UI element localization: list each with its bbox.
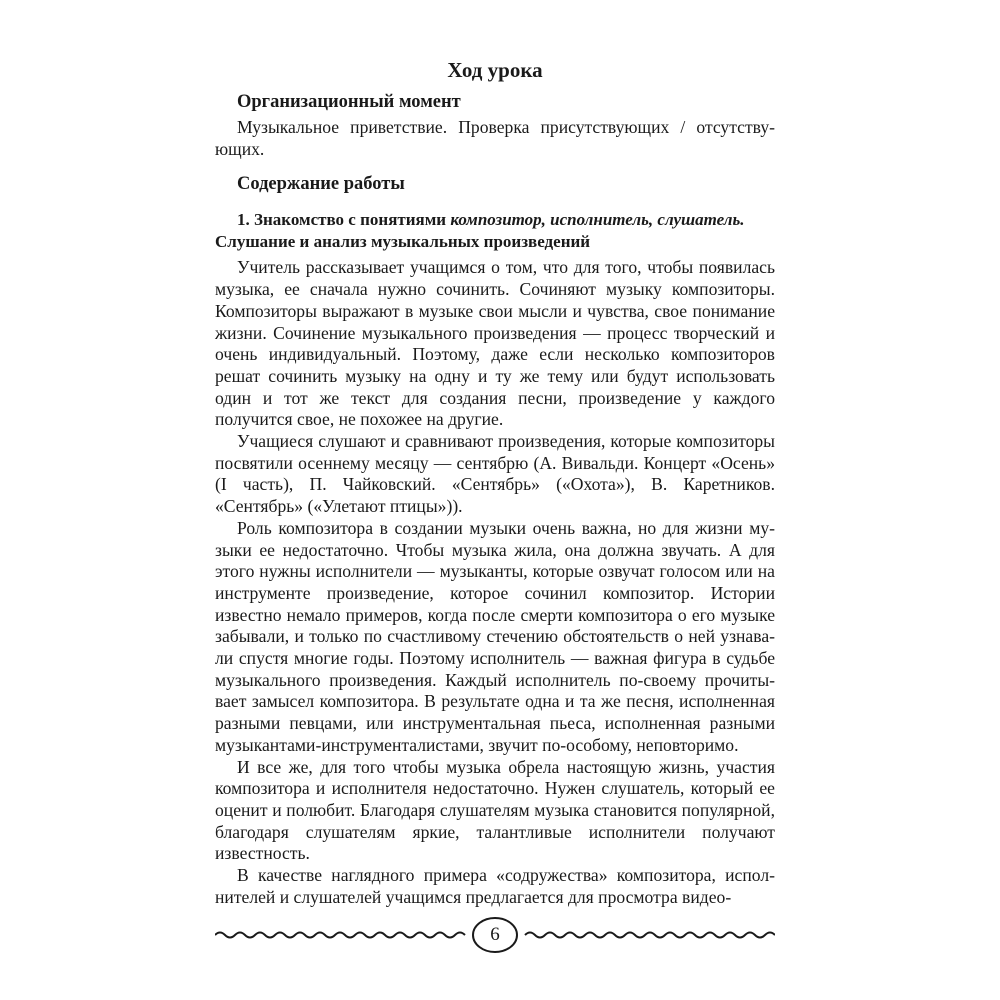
org-moment-heading: Организационный момент [237,92,461,112]
paragraph-2: Учащиеся слушают и сравнивают произведения, которые композиторы посвятили осеннему месяцу — сентябрю (А. Вивальди. Концерт «Осень» (I часть), П. Чайковский. «Сентябрь» («Охота»), В. Каретников. «Сентябрь» («Улетают птицы»)). [215,431,775,517]
content-heading: Содержание работы [237,174,405,195]
paragraph-3: Роль композитора в создании музыки очень важна, но для жизни музыки ее недостаточно. Чтобы музыка жила, она должна звучать. А для этого нужны исполнители — музыканты, которые озвучат голосом или на инструменте произведение, которое сочинил композитор. Истории известно немало примеров, когда после смерти композитора о его музыке забывали, и только по счастливому стечению обстоятельств о ней узнавали спустя многие годы. Поэтому исполнитель — важная фигура в судьбе музыкального произведения. Каждый исполнитель по-своему прочитывает замысел композитора. В результате одна и та же песня, исполненная разными певцами, или инструментальная пьеса, исполненная разными музыкантами-инструменталистами, звучит по-особому, неповторимо. [215,517,775,755]
paragraph-4: И все же, для того чтобы музыка обрела настоящую жизнь, участия композитора и исполнителя недостаточно. Нужен слушатель, который ее оценит и полюбит. Благодаря слушателям музыка становится популярной, благодаря слушателям яркие, талантливые исполнители получают известность. [215,756,775,864]
org-moment-text: Музыкальное приветствие. Проверка присутствующих / отсутствующих. [215,117,775,159]
wave-left [215,933,465,938]
page-body [215,58,775,909]
wave-right [525,933,775,938]
page-footer [215,915,775,955]
page-number: 6 [490,924,500,945]
paragraph-5: В качестве наглядного примера «содружества» композитора, исполнителей и слушателей учащимся предлагается для просмотра видео- [215,865,775,907]
topic-prefix: 1. Знакомство с понятиями [237,210,451,230]
topic-heading [215,209,775,253]
paragraph-1: Учитель рассказывает учащимся о том, что для того, чтобы появилась музыка, ее сначала нужно сочинить. Сочиняют музыку композиторы. Композиторы выражают в музыке свои мысли и чувства, свое понимание жизни. Сочинение музыкального произведения — процесс творческий и очень индивидуальный. Поэтому, даже если несколько композиторов решат сочинить музыку на одну и ту же тему или будут использовать один и тот же текст для создания песни, произведение у каждого получится свое, не похожее на другие. [215,257,775,430]
topic-line-2: Слушание и анализ музыкальных произведений [215,232,591,252]
topic-line-1 [215,209,775,231]
lesson-title: Ход урока [447,58,543,82]
topic-terms: композитор, исполнитель, слушатель. [450,210,745,230]
